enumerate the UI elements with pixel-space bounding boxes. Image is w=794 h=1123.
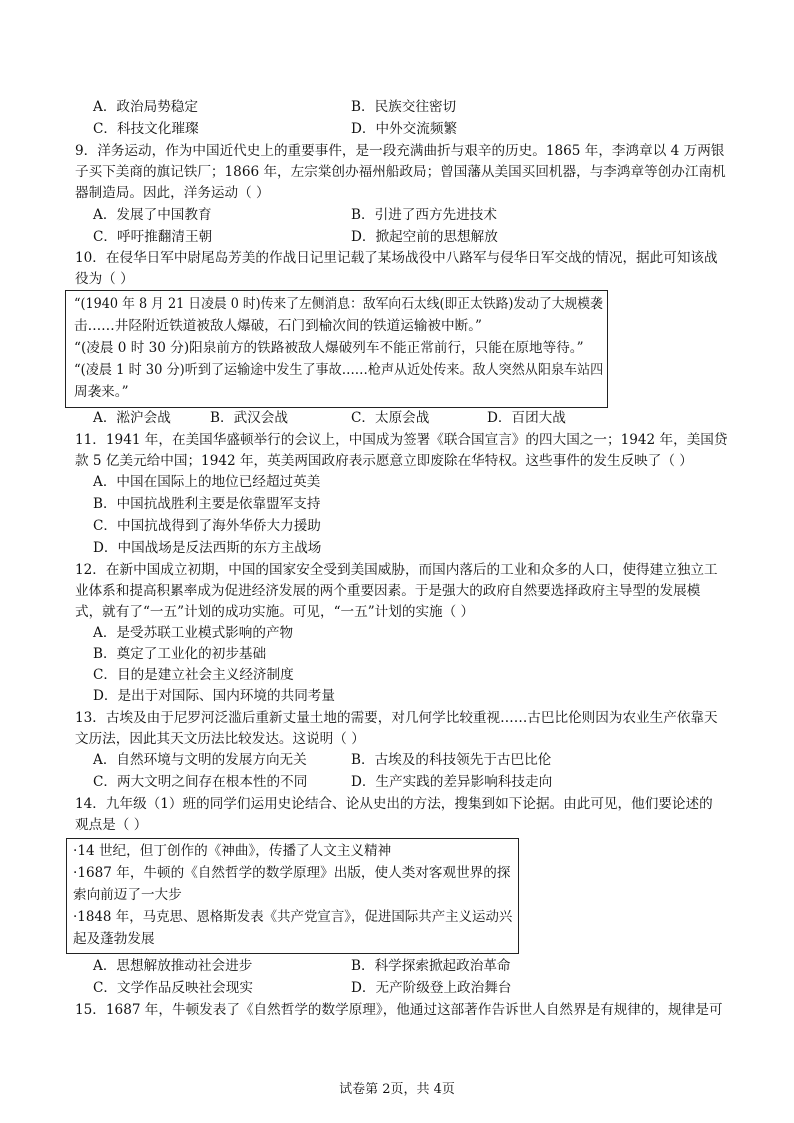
q14-evidence-line: 索向前迈了一大步: [73, 887, 182, 903]
q11-stem-line: 11．1941 年，在美国华盛顿举行的会议上，中国成为签署《联合国宣言》的四大国之一；1942 年，美国贷: [75, 432, 728, 448]
q9-option-a: A．发展了中国教育: [93, 207, 212, 223]
q11-option-d: D．中国战场是反法西斯的东方主战场: [93, 540, 322, 556]
q14-option-b: B．科学探索掀起政治革命: [351, 958, 511, 974]
q12-option-d: D．是出于对国际、国内环境的共同考量: [93, 688, 335, 704]
q8-option-c: C．科技文化璀璨: [93, 121, 199, 137]
q12-option-b: B．奠定了工业化的初步基础: [93, 646, 267, 662]
q10-option-c: C．太原会战: [351, 410, 430, 426]
q11-option-b: B．中国抗战胜利主要是依靠盟军支持: [93, 496, 321, 512]
q12-stem-line: 业体系和提高积累率成为促进经济发展的两个重要因素。于是强大的政府自然要选择政府主导型的发展模: [75, 583, 701, 599]
q13-stem-line: 文历法，因此其天文历法比较发达。这说明（ ）: [75, 731, 365, 747]
q10-stem-line: 役为（ ）: [75, 271, 134, 287]
q15-stem-line: 15．1687 年，牛顿发表了《自然哲学的数学原理》，他通过这部著作告诉世人自然界是有规律的，规律是可: [75, 1002, 723, 1018]
q9-stem-line: 器制造局。因此，洋务运动（ ）: [75, 185, 270, 201]
q10-option-b: B．武汉会战: [210, 410, 288, 426]
page-footer: 试卷第 2页，共 4页: [339, 1082, 455, 1097]
q8-option-a: A．政治局势稳定: [93, 99, 198, 115]
q11-stem-line: 款 5 亿美元给中国；1942 年，英美两国政府表示愿意立即废除在华特权。这些事件的发生反映了（ ）: [75, 453, 693, 469]
q10-quote-line: “(凌晨 0 时 30 分)阳泉前方的铁路被敌人爆破列车不能正常前行，只能在原地等待。”: [74, 340, 584, 356]
q10-option-a: A．淞沪会战: [93, 410, 171, 426]
q12-option-a: A．是受苏联工业模式影响的产物: [93, 625, 294, 641]
q8-option-d: D．中外交流频繁: [351, 121, 458, 137]
q14-option-c: C．文学作品反映社会现实: [93, 980, 253, 996]
q11-option-c: C．中国抗战得到了海外华侨大力援助: [93, 518, 321, 534]
q10-quote-line: 周袭来。”: [74, 384, 129, 400]
q14-stem-line: 观点是（ ）: [75, 817, 148, 833]
q14-evidence-line: ·1687 年，牛顿的《自然哲学的数学原理》出版，使人类对客观世界的探: [73, 865, 511, 881]
q9-stem-line: 9．洋务运动，作为中国近代史上的重要事件，是一段充满曲折与艰辛的历史。1865 年，李鸿章以 4 万两银: [75, 143, 725, 159]
q13-option-b: B．古埃及的科技领先于古巴比伦: [351, 752, 552, 768]
q14-evidence-line: 起及蓬勃发展: [73, 931, 155, 947]
q10-stem-line: 10．在侵华日军中尉尾岛芳美的作战日记里记载了某场战役中八路军与侵华日军交战的情况，据此可知该战: [75, 250, 718, 266]
q9-option-c: C．呼吁推翻清王朝: [93, 229, 213, 245]
q10-quote-box: [65, 290, 608, 408]
q13-option-d: D．生产实践的差异影响科技走向: [351, 774, 553, 790]
q14-evidence-line: ·14 世纪，但丁创作的《神曲》，传播了人文主义精神: [73, 843, 392, 859]
q11-option-a: A．中国在国际上的地位已经超过英美: [93, 474, 321, 490]
q12-stem-line: 式，就有了“一五”计划的成功实施。可见，“一五”计划的实施（ ）: [75, 604, 475, 620]
q14-option-a: A．思想解放推动社会进步: [93, 958, 253, 974]
q9-option-d: D．掀起空前的思想解放: [351, 229, 498, 245]
q14-stem-line: 14．九年级（1）班的同学们运用史论结合、论从史出的方法，搜集到如下论据。由此可见，他们要论述的: [75, 796, 713, 812]
q12-stem-line: 12．在新中国成立初期，中国的国家安全受到美国威胁，而国内落后的工业和众多的人口，使得建立独立工: [75, 562, 718, 578]
q13-stem-line: 13．古埃及由于尼罗河泛滥后重新丈量土地的需要，对几何学比较重视……古巴比伦则因为农业生产依靠天: [75, 710, 718, 726]
q9-option-b: B．引进了西方先进技术: [351, 207, 497, 223]
q14-evidence-line: ·1848 年，马克思、恩格斯发表《共产党宣言》，促进国际共产主义运动兴: [73, 909, 513, 925]
q14-option-d: D．无产阶级登上政治舞台: [351, 980, 512, 996]
q8-option-b: B．民族交往密切: [351, 99, 457, 115]
q9-stem-line: 子买下美商的旗记铁厂；1866 年，左宗棠创办福州船政局；曾国藩从美国买回机器，与李鸿章等创办江南机: [75, 164, 726, 180]
q10-quote-line: “(凌晨 1 时 30 分)听到了运输途中发生了事故……枪声从近处传来。敌人突然从阳泉车站四: [74, 362, 604, 378]
q13-option-a: A．自然环境与文明的发展方向无关: [93, 752, 307, 768]
q10-quote-line: 击……井陉附近铁道被敌人爆破，石门到榆次间的铁道运输被中断。”: [74, 318, 482, 334]
q12-option-c: C．目的是建立社会主义经济制度: [93, 667, 294, 683]
q10-option-d: D．百团大战: [487, 410, 566, 426]
q10-quote-line: “(1940 年 8 月 21 日凌晨 0 时)传来了左侧消息：敌军向石太线(即正太铁路)发动了大规模袭: [74, 296, 603, 312]
q14-evidence-box: [66, 838, 519, 954]
q13-option-c: C．两大文明之间存在根本性的不同: [93, 774, 308, 790]
